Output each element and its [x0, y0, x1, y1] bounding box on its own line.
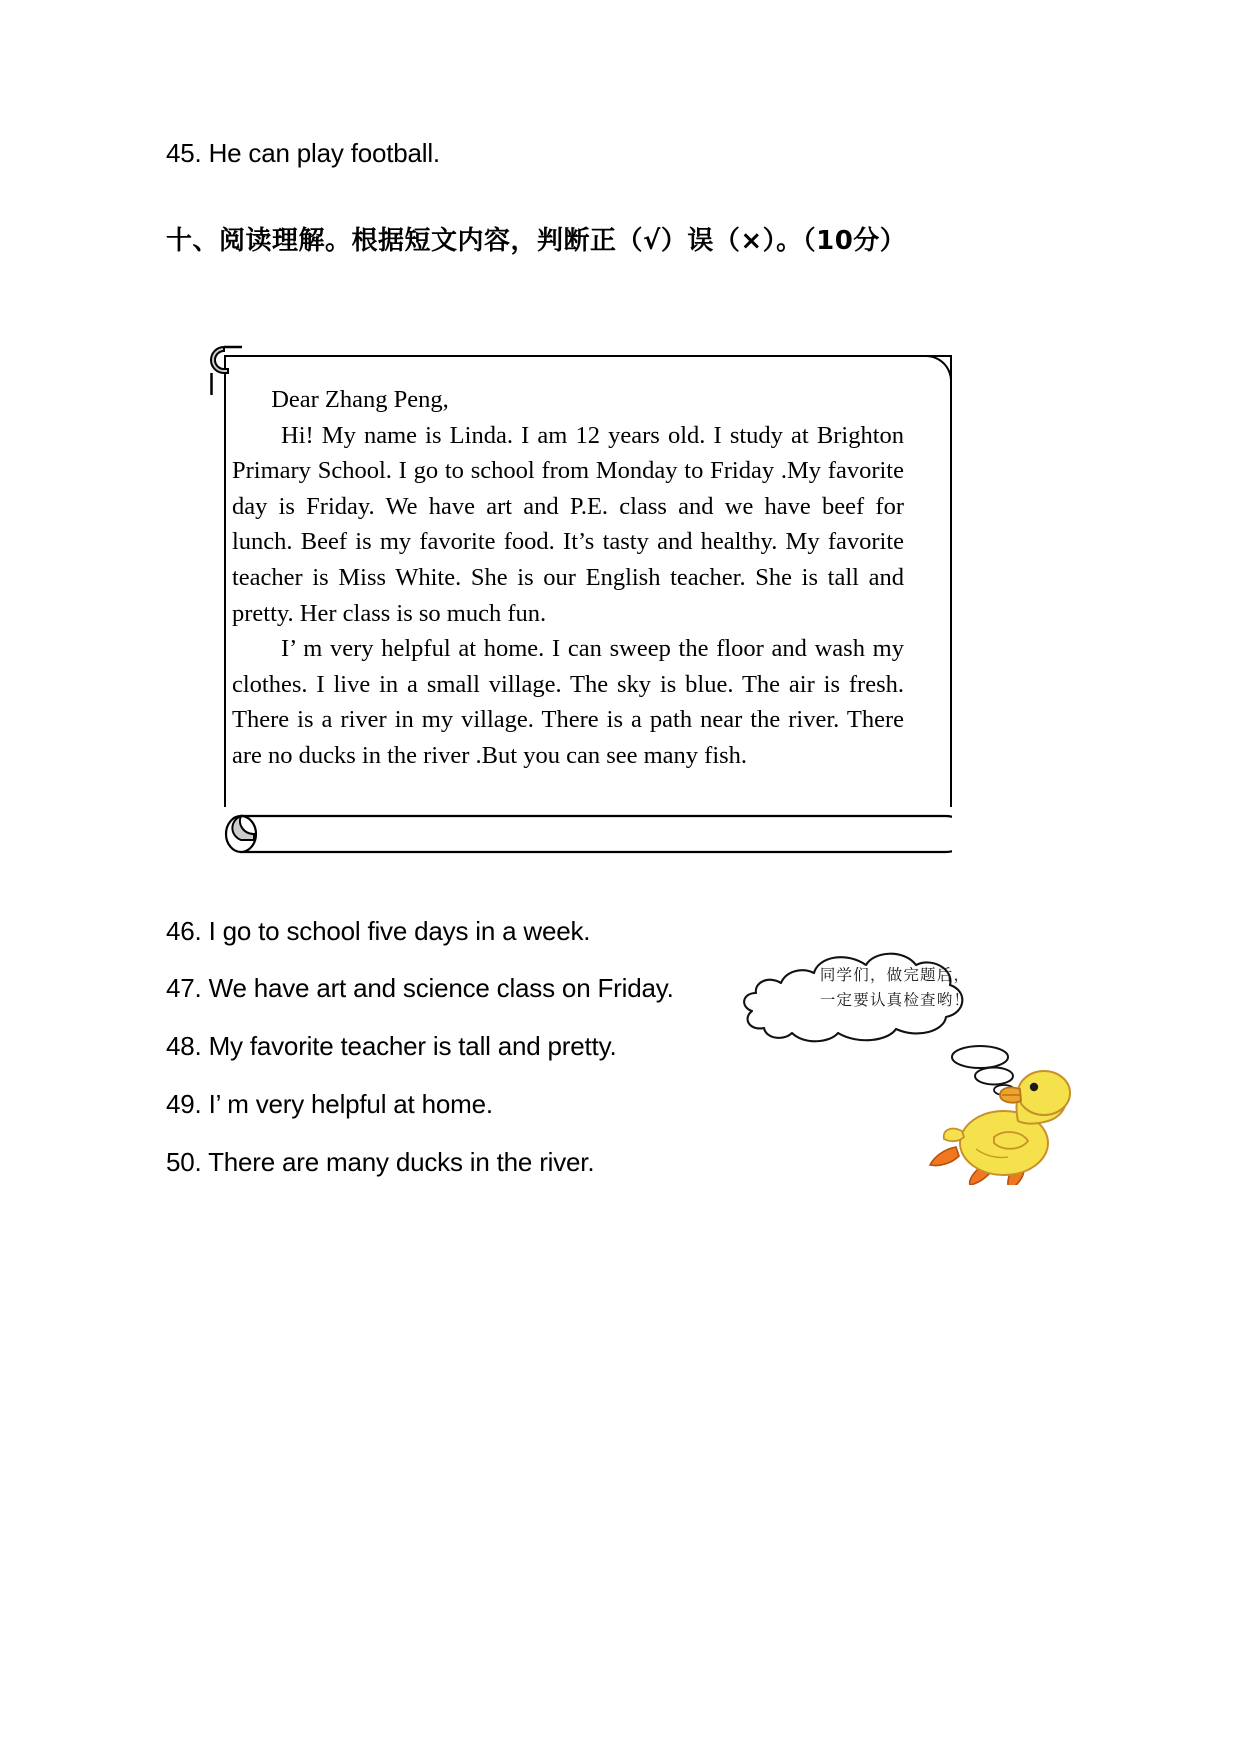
- question-48: 48. My favorite teacher is tall and pretty.: [166, 1031, 617, 1061]
- mascot-illustration: [718, 935, 1098, 1185]
- question-50: 50. There are many ducks in the river.: [166, 1147, 595, 1177]
- passage-letter-text: [232, 382, 904, 774]
- question-45: 45. He can play football.: [166, 138, 440, 168]
- question-46: 46. I go to school five days in a week.: [166, 916, 591, 946]
- question-47: 47. We have art and science class on Friday.: [166, 973, 674, 1003]
- passage-salutation: Dear Zhang Peng,: [271, 386, 449, 413]
- question-49: 49. I’ m very helpful at home.: [166, 1089, 493, 1119]
- mascot-bubble-line-2: 一定要认真检查哟！: [819, 991, 971, 1009]
- scroll-top-right-corner: [926, 355, 952, 381]
- passage-paragraph-1: Hi! My name is Linda. I am 12 years old. I study at Brighton Primary School. I go to school from Monday to Friday .My favorite day is Friday. We have art and P.E. class and we have beef for lunch. Beef is my favorite food. It’s tasty and healthy. My favorite teacher is Miss White. She is our English teacher. She is tall and pretty. Her class is so much fun.: [232, 421, 904, 627]
- passage-paragraph-2: I’ m very helpful at home. I can sweep the floor and wash my clothes. I live in a small village. The sky is blue. The air is fresh. There is a river in my village. There is a path near the river. There are no ducks in the river .But you can see many fish.: [232, 635, 904, 769]
- thought-bubble-large: [952, 1046, 1008, 1068]
- scroll-bottom-roll-icon: [224, 813, 952, 855]
- mascot-bubble-text: [780, 963, 1010, 1013]
- thought-bubble-medium: [975, 1068, 1013, 1085]
- section-heading-reading-comprehension: 十、阅读理解。根据短文内容，判断正（√）误（×）。（10分）: [166, 226, 907, 256]
- mascot-bubble-line-1: 同学们，做完题后，: [819, 966, 971, 984]
